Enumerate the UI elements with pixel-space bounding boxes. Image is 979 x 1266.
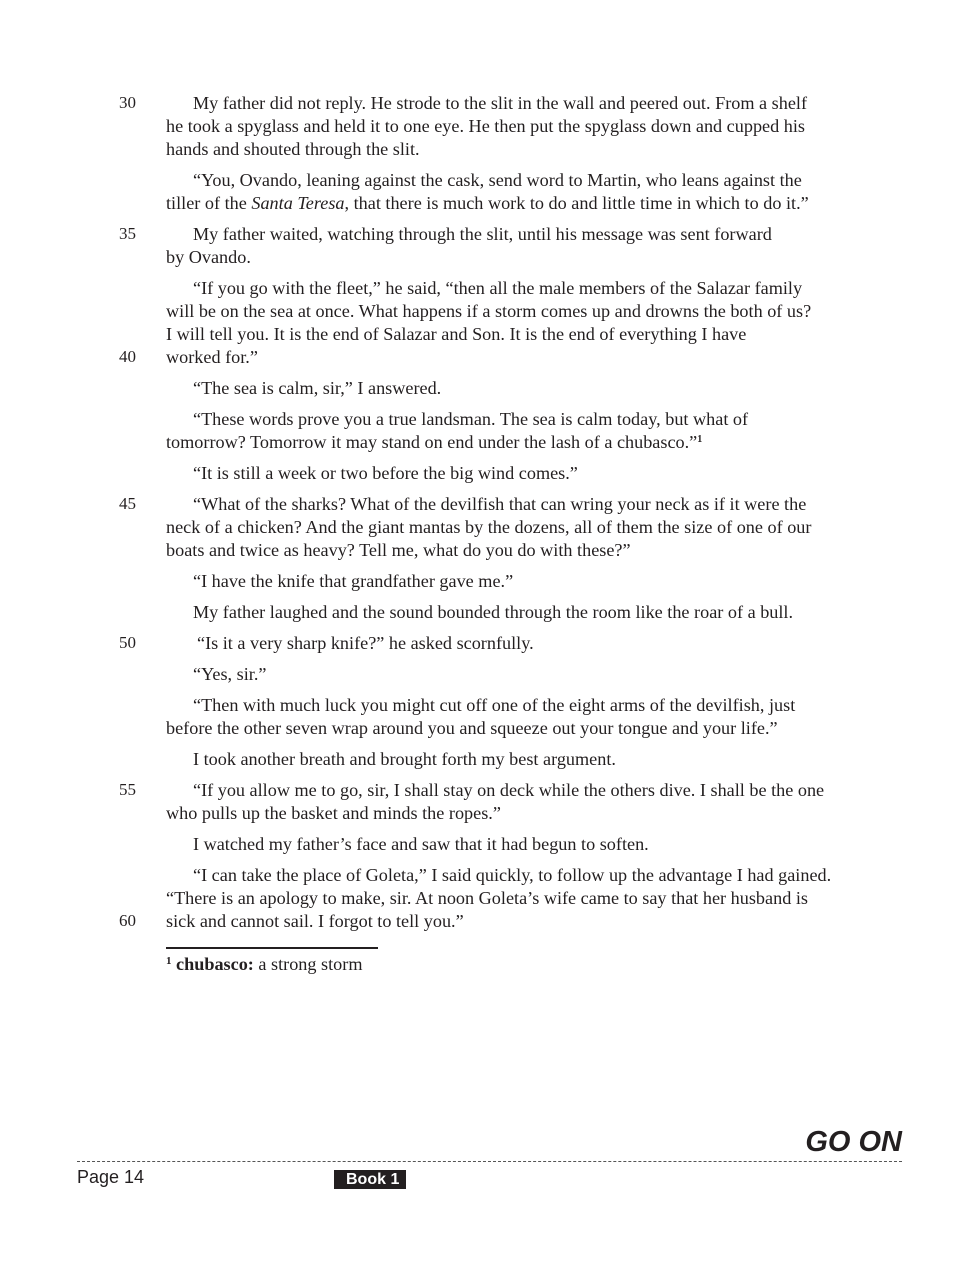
passage-line: “I have the knife that grandfather gave me.” [193,571,514,591]
ship-name: Santa Teresa [251,193,345,213]
passage-line: boats and twice as heavy? Tell me, what do you do with these?” [166,540,631,560]
passage-text: , that there is much work to do and little time in which to do it.” [344,193,809,213]
footnote-number: 1 [166,955,172,967]
footnote-term: chubasco: [176,954,254,974]
line-number: 30 [119,93,136,112]
passage-line: who pulls up the basket and minds the ropes.” [166,803,501,823]
passage-line: neck of a chicken? And the giant mantas by the dozens, all of them the size of one of our [166,517,812,537]
passage-line: My father did not reply. He strode to the slit in the wall and peered out. From a shelf [193,93,808,113]
line-number: 60 [119,911,136,930]
passage-text: tomorrow? Tomorrow it may stand on end under the lash of a chubasco.” [166,432,698,452]
passage-line [166,431,702,453]
footer-divider [77,1161,902,1162]
passage-line: by Ovando. [166,247,251,267]
line-number: 45 [119,494,136,513]
passage-text: tiller of the [166,193,252,213]
passage-line: My father waited, watching through the slit, until his message was sent forward [193,224,772,244]
passage-line: “You, Ovando, leaning against the cask, send word to Martin, who leans against the [193,170,802,190]
footnote-divider [166,947,378,949]
passage-line: he took a spyglass and held it to one eye. He then put the spyglass down and cupped his [166,116,805,136]
passage-line: I took another breath and brought forth my best argument. [193,749,616,769]
go-on-label: GO ON [805,1126,902,1158]
passage-line: “These words prove you a true landsman. The sea is calm today, but what of [193,409,749,429]
passage-line: “What of the sharks? What of the devilfish that can wring your neck as if it were the [193,494,807,514]
passage-line: “It is still a week or two before the big wind comes.” [193,463,578,483]
passage-line: “The sea is calm, sir,” I answered. [193,378,442,398]
passage-line [166,192,809,214]
footnote-marker: 1 [697,434,703,445]
book-badge: Book 1 [334,1170,406,1189]
passage-line: “I can take the place of Goleta,” I said quickly, to follow up the advantage I had gained. [193,865,832,885]
passage-line: “If you go with the fleet,” he said, “then all the male members of the Salazar family [193,278,803,298]
passage-line: hands and shouted through the slit. [166,139,420,159]
footnote-definition: a strong storm [253,954,363,974]
passage-line: My father laughed and the sound bounded through the room like the roar of a bull. [193,602,794,622]
passage-line: “Is it a very sharp knife?” he asked scornfully. [197,633,534,653]
line-number: 35 [119,224,136,243]
line-number: 40 [119,347,136,366]
passage-line: “Yes, sir.” [193,664,267,684]
line-number: 55 [119,780,136,799]
passage-line: “Then with much luck you might cut off one of the eight arms of the devilfish, just [193,695,796,715]
passage-line: will be on the sea at once. What happens if a storm comes up and drowns the both of us? [166,301,812,321]
passage-line: “If you allow me to go, sir, I shall stay on deck while the others dive. I shall be the one [193,780,825,800]
passage-line: I watched my father’s face and saw that it had begun to soften. [193,834,649,854]
passage-line: sick and cannot sail. I forgot to tell you.” [166,911,464,931]
passage-line: before the other seven wrap around you and squeeze out your tongue and your life.” [166,718,778,738]
passage-line: “There is an apology to make, sir. At noon Goleta’s wife came to say that her husband is [166,888,808,908]
line-number: 50 [119,633,136,652]
footnote [166,953,362,975]
page-number: Page 14 [77,1167,145,1187]
passage-line: I will tell you. It is the end of Salazar and Son. It is the end of everything I have [166,324,747,344]
passage-line: worked for.” [166,347,258,367]
